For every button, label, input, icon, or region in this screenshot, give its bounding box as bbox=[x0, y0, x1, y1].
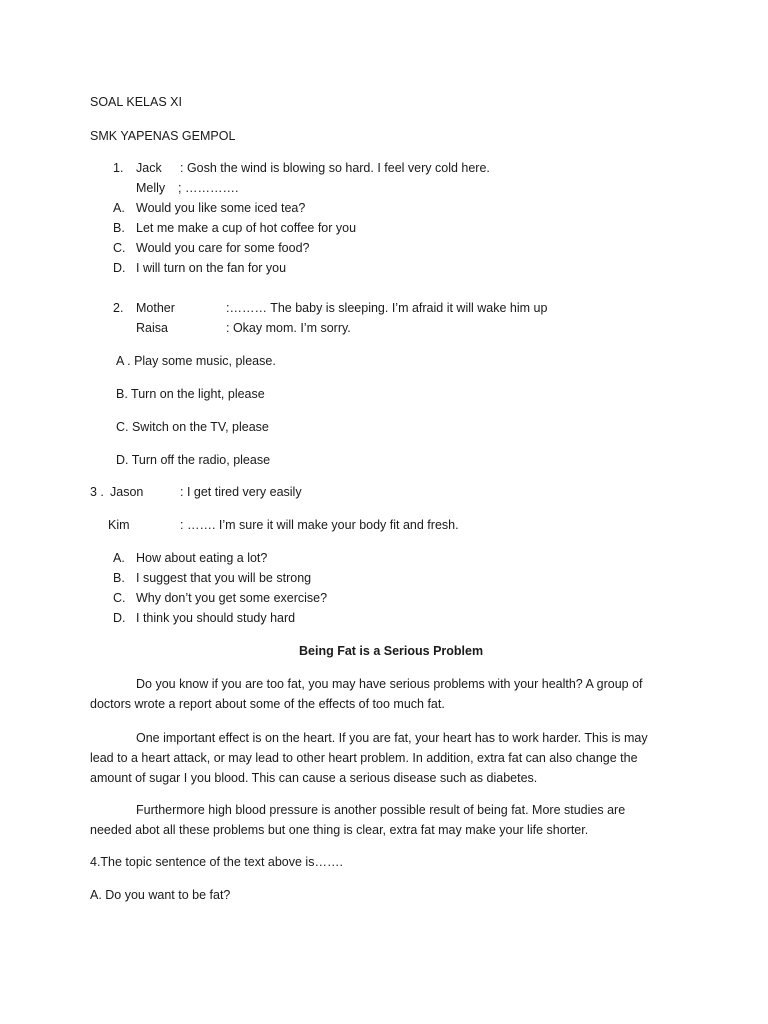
q1-option-text: Would you like some iced tea? bbox=[136, 201, 306, 215]
q1-option-letter: B. bbox=[113, 221, 125, 235]
reading-paragraph bbox=[90, 728, 660, 788]
q2-line2: : Okay mom. I’m sorry. bbox=[226, 321, 351, 335]
q1-number: 1. bbox=[113, 161, 124, 175]
q3-option-text: I think you should study hard bbox=[136, 611, 296, 625]
q3-option-text: How about eating a lot? bbox=[136, 551, 268, 565]
reading-paragraph-text: Furthermore high blood pressure is another possible result of being fat. More studies are needed abot all these problems but one thing is clear, extra fat may make your life shorter. bbox=[90, 803, 626, 837]
q3-line2: : ……. I’m sure it will make your body fit and fresh. bbox=[180, 518, 459, 532]
reading-paragraph bbox=[90, 800, 660, 840]
q3-speaker1: Jason bbox=[110, 485, 144, 499]
header-school: SMK YAPENAS GEMPOL bbox=[90, 129, 236, 143]
q1-option-letter: C. bbox=[113, 241, 126, 255]
q1-option-letter: D. bbox=[113, 261, 126, 275]
q1-line1: : Gosh the wind is blowing so hard. I feel very cold here. bbox=[180, 161, 490, 175]
q4-option: A. Do you want to be fat? bbox=[90, 888, 231, 902]
q3-option-letter: A. bbox=[113, 551, 125, 565]
q4-question: 4.The topic sentence of the text above is……. bbox=[90, 855, 343, 869]
reading-title: Being Fat is a Serious Problem bbox=[299, 644, 484, 658]
q2-line1: :……… The baby is sleeping. I’m afraid it will wake him up bbox=[226, 301, 548, 315]
q2-option: A . Play some music, please. bbox=[116, 354, 276, 368]
q1-option-letter: A. bbox=[113, 201, 125, 215]
q1-option-text: Let me make a cup of hot coffee for you bbox=[136, 221, 357, 235]
q2-option: C. Switch on the TV, please bbox=[116, 420, 269, 434]
q2-number: 2. bbox=[113, 301, 124, 315]
q3-option-letter: B. bbox=[113, 571, 125, 585]
q3-line1: : I get tired very easily bbox=[180, 485, 302, 499]
q2-speaker2: Raisa bbox=[136, 321, 168, 335]
reading-paragraph-text: One important effect is on the heart. If you are fat, your heart has to work harder. This is may lead to a heart attack, or may lead to other heart problem. In addition, extra fat can also change the amount of sugar I you blood. This can cause a serious disease such as diabetes. bbox=[90, 731, 648, 785]
q1-speaker2: Melly bbox=[136, 181, 166, 195]
q2-speaker1: Mother bbox=[136, 301, 175, 315]
q1-option-text: I will turn on the fan for you bbox=[136, 261, 287, 275]
reading-paragraph bbox=[90, 674, 660, 714]
q2-option: B. Turn on the light, please bbox=[116, 387, 265, 401]
q3-speaker2: Kim bbox=[108, 518, 130, 532]
header-class: SOAL KELAS XI bbox=[90, 95, 182, 109]
q3-option-text: I suggest that you will be strong bbox=[136, 571, 312, 585]
q1-option-text: Would you care for some food? bbox=[136, 241, 310, 255]
q3-option-text: Why don’t you get some exercise? bbox=[136, 591, 328, 605]
q3-number: 3 . bbox=[90, 485, 104, 499]
q3-option-letter: C. bbox=[113, 591, 126, 605]
q3-option-letter: D. bbox=[113, 611, 126, 625]
q1-line2: ; …………. bbox=[178, 181, 239, 195]
q2-option: D. Turn off the radio, please bbox=[116, 453, 271, 467]
q1-speaker1: Jack bbox=[136, 161, 162, 175]
reading-paragraph-text: Do you know if you are too fat, you may have serious problems with your health? A group of doctors wrote a report about some of the effects of too much fat. bbox=[90, 677, 643, 711]
